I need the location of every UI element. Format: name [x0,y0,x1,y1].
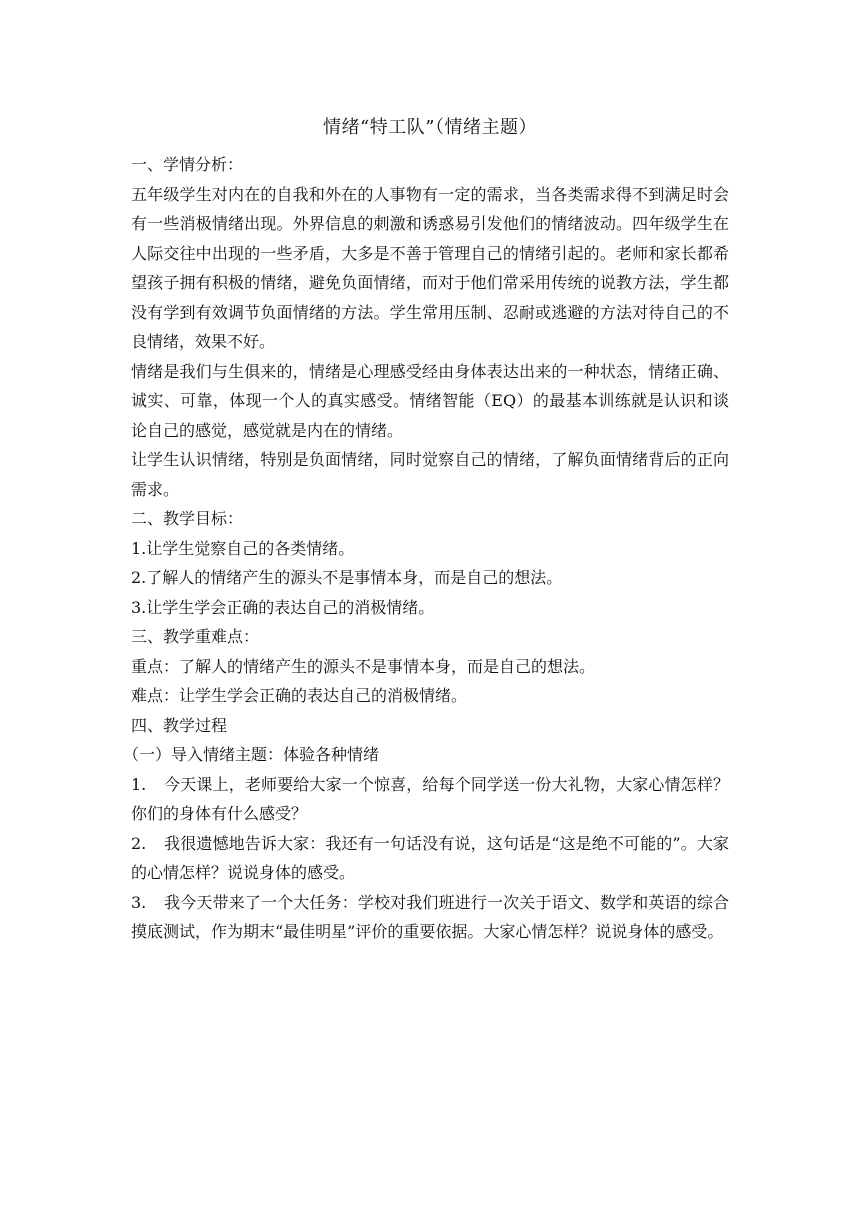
process-step-2 [131,829,729,888]
goal-item-1: 1.让学生觉察自己的各类情绪。 [131,538,355,558]
analysis-paragraph-2: 情绪是我们与生俱来的，情绪是心理感受经由身体表达出来的一种状态，情绪正确、诚实、可靠，体现一个人的真实感受。情绪智能（EQ）的最基本训练就是认识和谈论自己的感觉，感觉就是内在的情绪。 [131,361,729,440]
step-number: 2. [131,833,147,853]
analysis-paragraph-1: 五年级学生对内在的自我和外在的人事物有一定的需求，当各类需求得不到满足时会有一些消极情绪出现。外界信息的刺激和诱惑易引发他们的情绪波动。四年级学生在人际交往中出现的一些矛盾，大多是不善于管理自己的情绪引起的。老师和家长都希望孩子拥有积极的情绪，避免负面情绪，而对于他们常采用传统的说教方法，学生都没有学到有效调节负面情绪的方法。学生常用压制、忍耐或逃避的方法对待自己的不良情绪，效果不好。 [131,184,729,351]
analysis-paragraph-3: 让学生认识情绪，特别是负面情绪，同时觉察自己的情绪，了解负面情绪背后的正向需求。 [131,450,729,499]
process-step-3 [131,888,729,947]
process-subheading-1: （一）导入情绪主题：体验各种情绪 [123,745,380,764]
section-heading-process: 四、教学过程 [131,715,228,735]
step-number: 3. [131,892,147,912]
document-body [123,116,729,947]
step-text: 我很遗憾地告诉大家：我还有一句话没有说，这句话是“这是绝不可能的”。大家的心情怎样？说说身体的感受。 [131,833,729,882]
section-heading-key-points: 三、教学重难点： [131,627,260,646]
key-point: 重点：了解人的情绪产生的源头不是事情本身，而是自己的想法。 [131,656,596,676]
process-step-1 [131,770,729,829]
step-number: 1. [131,774,147,794]
difficulty-point: 难点：让学生学会正确的表达自己的消极情绪。 [131,686,468,705]
document-title: 情绪“特工队”（情绪主题） [323,117,537,138]
section-heading-goals: 二、教学目标： [131,509,244,528]
section-heading-analysis: 一、学情分析： [131,155,244,174]
step-text: 今天课上，老师要给大家一个惊喜，给每个同学送一份大礼物，大家心情怎样？你们的身体有什么感受？ [131,774,729,823]
step-text: 我今天带来了一个大任务：学校对我们班进行一次关于语文、数学和英语的综合摸底测试，作为期末“最佳明星”评价的重要依据。大家心情怎样？说说身体的感受。 [131,892,729,941]
goal-item-2: 2.了解人的情绪产生的源头不是事情本身，而是自己的想法。 [131,568,563,587]
goal-item-3: 3.让学生学会正确的表达自己的消极情绪。 [131,597,435,617]
